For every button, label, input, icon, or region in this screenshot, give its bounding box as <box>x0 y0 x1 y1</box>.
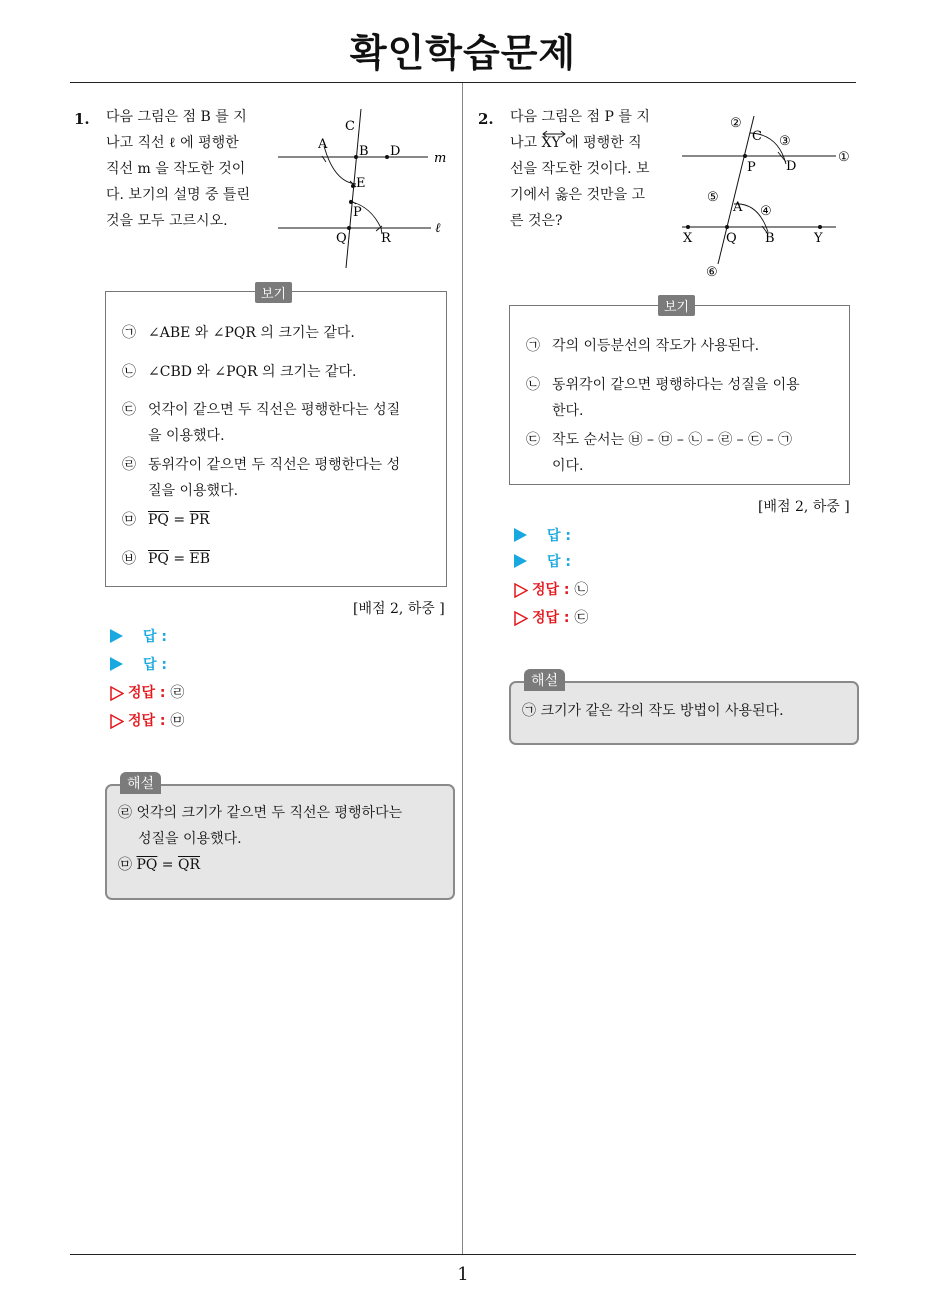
item-mark: ㉠ <box>122 325 136 341</box>
equals: = <box>157 857 178 873</box>
item-mark: ㉢ <box>122 402 136 418</box>
q1-correct-row <box>110 682 184 702</box>
q2-label-D: D <box>786 159 797 174</box>
correct-value: ㉡ <box>574 582 589 598</box>
q2-haesul-text: ㉠ 크기가 같은 각의 작도 방법이 사용된다. <box>522 703 784 719</box>
q1-haesul-text: 성질을 이용했다. <box>138 831 242 847</box>
arrow-right-icon <box>514 528 527 542</box>
q2-text-fragment: 나고 <box>510 135 542 151</box>
item-mark: ㉣ <box>122 457 136 473</box>
q2-label-X: X <box>683 231 693 246</box>
q1-text-line: 다. 보기의 설명 중 틀린 <box>106 187 250 203</box>
item-text: ∠CBD 와 ∠PQR 의 크기는 같다. <box>148 364 357 380</box>
q2-text-fragment: 에 평행한 직 <box>560 135 642 151</box>
item-mark: ㉡ <box>122 364 136 380</box>
equals: = <box>168 551 190 567</box>
q2-bogi-label: 보기 <box>658 295 695 316</box>
correct-label: 정답 : <box>532 582 570 598</box>
q1-text-line: 나고 직선 ℓ 에 평행한 <box>106 135 239 151</box>
item-mark: ㉡ <box>526 377 540 393</box>
q1-text <box>106 104 250 234</box>
page-title: 확인학습문제 <box>349 31 577 75</box>
segment: $\overline{PQ}$ <box>148 512 169 528</box>
q2-haesul-label: 해설 <box>524 669 565 691</box>
q1-haesul-text <box>118 852 200 878</box>
segment: $\overline{QR}$ <box>178 857 201 873</box>
footer-rule <box>70 1254 856 1255</box>
item-mark: ㉢ <box>526 432 540 448</box>
answer-label: 답 : <box>143 657 167 673</box>
arrow-right-icon <box>110 629 123 643</box>
correct-label: 정답 : <box>128 713 166 729</box>
q1-answer-row <box>110 654 167 674</box>
q2-correct-row <box>514 607 588 627</box>
triangle-outline-icon <box>110 714 124 729</box>
item-text-cont: 을 이용했다. <box>148 428 225 444</box>
q2-text-line: 다음 그림은 점 P 를 지 <box>510 109 650 125</box>
item-mark: ㉤ <box>118 857 137 873</box>
q2-bogi-item <box>526 333 759 359</box>
line-xy-notation <box>542 130 561 156</box>
q1-label-C: C <box>345 119 355 134</box>
q1-text-line: 것을 모두 고르시오. <box>106 213 228 229</box>
q1-bogi-item <box>122 397 400 449</box>
q2-text-line <box>510 130 650 156</box>
item-text-cont: 질을 이용했다. <box>148 483 239 499</box>
q1-bogi-item <box>122 507 210 533</box>
header-rule <box>70 82 856 83</box>
q1-label-A: A <box>318 137 328 152</box>
q2-label-Y: Y <box>814 231 823 246</box>
q2-figure <box>678 108 858 280</box>
q2-label-step1: ① <box>838 150 850 165</box>
q1-label-R: R <box>381 231 391 246</box>
item-text: 엇각이 같으면 두 직선은 평행한다는 성질 <box>148 402 401 418</box>
q1-bogi-item <box>122 546 210 572</box>
item-mark: ㉥ <box>122 551 136 567</box>
answer-label: 답 : <box>547 554 571 570</box>
item-mark: ㉤ <box>122 512 136 528</box>
column-divider <box>462 83 463 1255</box>
correct-value: ㉤ <box>170 713 185 729</box>
q1-label-B: B <box>359 144 369 159</box>
q2-label-Q: Q <box>726 231 737 246</box>
q1-label-l: ℓ <box>435 221 441 236</box>
q1-answer-row <box>110 626 167 646</box>
item-text: 동위각이 같으면 두 직선은 평행한다는 성 <box>148 457 401 473</box>
q1-text-line: 직선 m 을 작도한 것이 <box>106 161 246 177</box>
q1-bogi-label: 보기 <box>255 282 292 303</box>
item-text-cont: 이다. <box>552 458 584 474</box>
q1-label-Q: Q <box>336 231 347 246</box>
segment: $\overline{PQ}$ <box>148 551 169 567</box>
triangle-outline-icon <box>110 686 124 701</box>
q1-score: [배점 2, 하중 ] <box>353 601 445 617</box>
q2-label-step4: ④ <box>760 204 772 219</box>
q2-answer-row <box>514 525 571 545</box>
q1-label-E: E <box>356 176 366 191</box>
q1-label-D: D <box>390 144 401 159</box>
segment: $\overline{PR}$ <box>189 512 210 528</box>
q1-bogi-item <box>122 452 400 504</box>
correct-label: 정답 : <box>128 685 166 701</box>
q2-label-step3: ③ <box>779 134 791 149</box>
q2-label-step2: ② <box>730 116 742 131</box>
q2-label-B: B <box>765 231 775 246</box>
item-text: ∠ABE 와 ∠PQR 의 크기는 같다. <box>148 325 355 341</box>
triangle-outline-icon <box>514 611 528 626</box>
item-text: 동위각이 같으면 평행하다는 성질을 이용 <box>552 377 800 393</box>
q1-bogi-item <box>122 359 357 385</box>
double-arrow-icon <box>542 130 566 138</box>
answer-label: 답 : <box>547 528 571 544</box>
q2-text <box>510 104 650 234</box>
page-number: 1 <box>457 1264 469 1285</box>
segment: XY <box>541 135 561 151</box>
correct-label: 정답 : <box>532 610 570 626</box>
q2-label-step6: ⑥ <box>706 265 718 280</box>
triangle-outline-icon <box>514 583 528 598</box>
q1-text-line: 다음 그림은 점 B 를 지 <box>106 109 247 125</box>
item-text: 각의 이등분선의 작도가 사용된다. <box>552 338 760 354</box>
q1-label-P: P <box>353 205 362 220</box>
q2-number: 2. <box>478 110 494 128</box>
item-text-cont: 한다. <box>552 403 584 419</box>
q1-haesul-label: 해설 <box>120 772 161 794</box>
q2-bogi-item <box>526 372 800 424</box>
q2-text-line: 선을 작도한 것이다. 보 <box>510 161 650 177</box>
q2-label-step5: ⑤ <box>707 190 719 205</box>
arrow-right-icon <box>110 657 123 671</box>
segment: $\overline{EB}$ <box>189 551 211 567</box>
q1-correct-row <box>110 710 184 730</box>
answer-label: 답 : <box>143 629 167 645</box>
q2-bogi-item <box>526 427 792 479</box>
q2-label-P: P <box>747 160 756 175</box>
q2-label-C: C <box>752 129 762 144</box>
arrow-right-icon <box>514 554 527 568</box>
q1-figure <box>276 104 456 274</box>
segment: $\overline{PQ}$ <box>136 857 158 873</box>
q1-haesul-text: ㉣ 엇각의 크기가 같으면 두 직선은 평행하다는 <box>118 805 403 821</box>
equals: = <box>168 512 190 528</box>
q2-correct-row <box>514 579 588 599</box>
q2-text-line: 른 것은? <box>510 213 563 229</box>
q2-score: [배점 2, 하중 ] <box>758 499 850 515</box>
q2-text-line: 기에서 옳은 것만을 고 <box>510 187 646 203</box>
q2-label-A: A <box>733 200 743 215</box>
q1-number: 1. <box>74 110 90 128</box>
q1-bogi-item <box>122 320 355 346</box>
item-mark: ㉠ <box>526 338 540 354</box>
item-text: 작도 순서는 ㉥ – ㉤ – ㉡ – ㉣ – ㉢ – ㉠ <box>552 432 793 448</box>
q1-label-m: m <box>434 151 447 166</box>
q2-answer-row <box>514 551 571 571</box>
correct-value: ㉢ <box>574 610 589 626</box>
correct-value: ㉣ <box>170 685 185 701</box>
